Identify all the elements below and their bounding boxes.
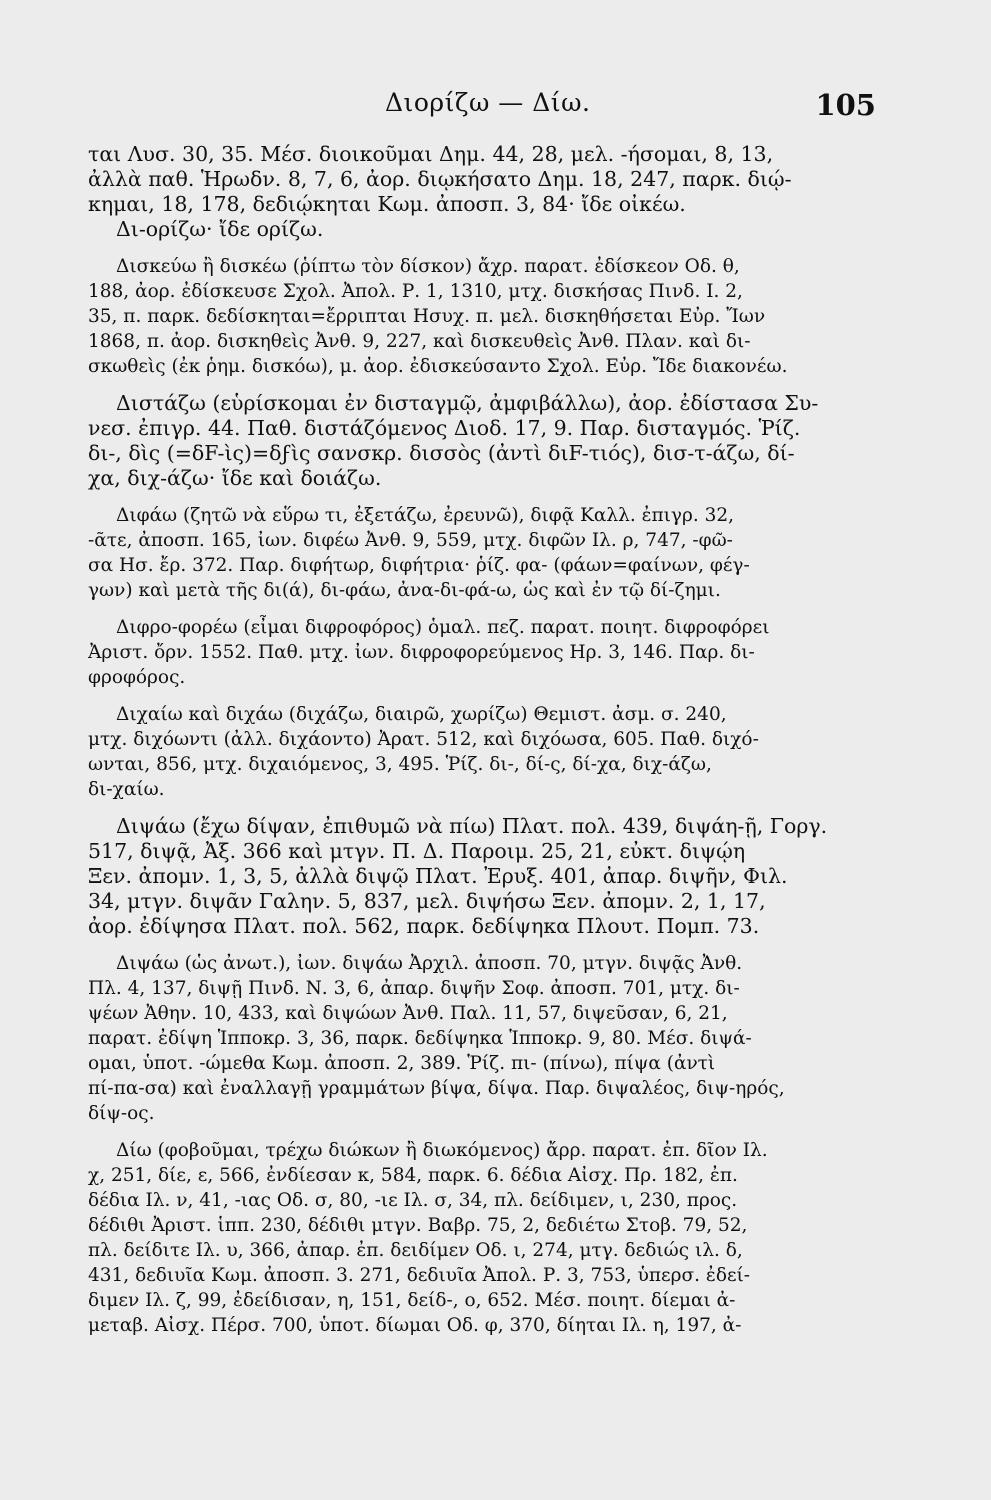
text-line: χα, διχ-άζω· ἴδε καὶ δοιάζω. xyxy=(88,466,382,490)
text-line: Διψάω (ἔχω δίψαν, ἐπιθυμῶ νὰ πίω) Πλατ. πολ. 439, διψάη-ῇ, Γοργ. xyxy=(116,814,828,838)
text-line: Διφρο-φορέω (εἶμαι διφροφόρος) ὁμαλ. πεζ. παρατ. ποιητ. διφροφόρει xyxy=(116,617,770,638)
text-line: 1868, π. ἀορ. δισκηθεὶς Ἀνθ. 9, 227, καὶ δισκευθεὶς Ἀνθ. Πλαν. καὶ δι- xyxy=(88,331,751,352)
text-line: δι-, δὶς (=δF-ὶς)=δϝὶς σανσκρ. δισσὸς (ἀντὶ διF-τιός), δισ-τ-άζω, δί- xyxy=(88,441,795,465)
entry-gap xyxy=(88,802,878,814)
text-line: 517, διψᾷ, Ἀξ. 366 καὶ μτγν. Π. Δ. Παροιμ. 25, 21, εὐκτ. διψῴη xyxy=(88,839,746,863)
text-line: 35, π. παρκ. δεδίσκηται=ἔρριπται Ησυχ. π. μελ. δισκηθήσεται Εὐρ. Ἴων xyxy=(88,306,766,327)
text-line: δίψ-ος. xyxy=(88,1103,155,1124)
text-line: Δι-ορίζω· ἴδε ορίζω. xyxy=(116,217,324,241)
text-line: πί-πα-σα) καὶ ἐναλλαγῇ γραμμάτων βίψα, δίψα. Παρ. διψαλέος, διψ-ηρός, xyxy=(88,1078,785,1099)
text-line: Ἀριστ. ὄρν. 1552. Παθ. μτχ. ἰων. διφροφορεύμενος Ηρ. 3, 146. Παρ. δι- xyxy=(88,642,755,663)
text-line: Διστάζω (εὑρίσκομαι ἐν δισταγμῷ, ἀμφιβάλλω), ἀορ. ἐδίστασα Συ- xyxy=(116,391,819,415)
text-line: Πλ. 4, 137, διψῇ Πινδ. Ν. 3, 6, ἀπαρ. διψῆν Σοφ. ἀποσπ. 701, μτχ. δι- xyxy=(88,978,740,999)
text-line: ωνται, 856, μτχ. διχαιόμενος, 3, 495. Ῥίζ. δι-, δί-ς, δί-χα, διχ-άζω, xyxy=(88,754,712,775)
text-line: δέδιθι Ἀριστ. ἱππ. 230, δέδιθι μτγν. Βαβρ. 75, 2, δεδιέτω Στοβ. 79, 52, xyxy=(88,1215,748,1236)
text-line: ομαι, ὑποτ. -ώμεθα Κωμ. ἀποσπ. 2, 389. Ῥίζ. πι- (πίνω), πίψα (ἀντὶ xyxy=(88,1053,716,1074)
text-line: χ, 251, δίε, ε, 566, ἐνδίεσαν κ, 584, παρκ. 6. δέδια Αἰσχ. Πρ. 182, ἐπ. xyxy=(88,1165,738,1186)
entry-gap xyxy=(88,603,878,615)
text-line: ψέων Ἀθην. 10, 433, καὶ διψώων Ἀνθ. Παλ. 11, 57, διψεῦσαν, 6, 21, xyxy=(88,1003,728,1024)
text-line: 34, μτγν. διψᾶν Γαλην. 5, 837, μελ. διψήσω Ξεν. ἀπομν. 2, 1, 17, xyxy=(88,889,766,913)
entry-gap xyxy=(88,939,878,951)
entry-gap xyxy=(88,1126,878,1138)
text-line: πλ. δείδιτε Ιλ. υ, 366, ἀπαρ. ἐπ. δειδίμεν Οδ. ι, 274, μτγ. δεδιώς ιλ. δ, xyxy=(88,1240,743,1261)
text-line: μτχ. διχόωντι (ἀλλ. διχάοντο) Ἀρατ. 512, καὶ διχόωσα, 605. Παθ. διχό- xyxy=(88,729,759,750)
text-line: γων) καὶ μετὰ τῆς δι(ά), δι-φάω, ἀνα-δι-φά-ω, ὡς καὶ ἐν τῷ δί-ζημι. xyxy=(88,580,721,601)
text-line: διμεν Ιλ. ζ, 99, ἐδείδισαν, η, 151, δείδ-, ο, 652. Μέσ. ποιητ. δίεμαι ἀ- xyxy=(88,1290,736,1311)
text-line: 188, ἀορ. ἐδίσκευσε Σχολ. Ἀπολ. Ρ. 1, 1310, μτχ. δισκήσας Πινδ. Ι. 2, xyxy=(88,281,743,302)
text-line: μεταβ. Αἰσχ. Πέρσ. 700, ὑποτ. δίωμαι Οδ. φ, 370, δίηται Ιλ. η, 197, ἀ- xyxy=(88,1315,742,1336)
entry-gap xyxy=(88,242,878,254)
text-line: κημαι, 18, 178, δεδιῴκηται Κωμ. ἀποσπ. 3, 84· ἴδε οἰκέω. xyxy=(88,192,686,216)
text-line: Ξεν. ἀπομν. 1, 3, 5, ἀλλὰ διψῷ Πλατ. Ἐρυξ. 401, ἀπαρ. διψῆν, Φιλ. xyxy=(88,864,788,888)
text-line: ται Λυσ. 30, 35. Μέσ. διοικοῦμαι Δημ. 44, 28, μελ. -ήσομαι, 8, 13, xyxy=(88,142,774,166)
text-line: -ᾶτε, ἀποσπ. 165, ἰων. διφέω Ἀνθ. 9, 559, μτχ. διφῶν Ιλ. ρ, 747, -φῶ- xyxy=(88,530,733,551)
text-line: ἀορ. ἐδίψησα Πλατ. πολ. 562, παρκ. δεδίψηκα Πλουτ. Πομπ. 73. xyxy=(88,914,760,938)
text-line: Διφάω (ζητῶ νὰ εὕρω τι, ἐξετάζω, ἐρευνῶ), διφᾷ Καλλ. ἐπιγρ. 32, xyxy=(116,505,735,526)
text-line: Δισκεύω ἢ δισκέω (ῥίπτω τὸν δίσκον) ἄχρ. παρατ. ἐδίσκεον Οδ. θ, xyxy=(116,256,740,277)
running-head: Διορίζω — Δίω. xyxy=(385,88,591,117)
text-line: Διψάω (ὡς ἀνωτ.), ἰων. διψάω Ἀρχιλ. ἀποσπ. 70, μτγν. διψᾷς Ἀνθ. xyxy=(116,953,743,974)
text-line: δι-χαίω. xyxy=(88,779,165,800)
text-line: φροφόρος. xyxy=(88,667,186,688)
text-line: Δίω (φοβοῦμαι, τρέχω διώκων ἢ διωκόμενος) ἄρρ. παρατ. ἐπ. δῖον Ιλ. xyxy=(116,1140,768,1161)
text-line: 431, δεδιυῖα Κωμ. ἀποσπ. 3. 271, δεδιυῖα Ἀπολ. Ρ. 3, 753, ὑπερσ. ἐδεί- xyxy=(88,1265,751,1286)
text-line: παρατ. ἐδίψη Ἱπποκρ. 3, 36, παρκ. δεδίψηκα Ἱπποκρ. 9, 80. Μέσ. διψά- xyxy=(88,1028,752,1049)
text-line: σκωθεὶς (ἐκ ῥημ. δισκόω), μ. ἀορ. ἐδισκεύσαντο Σχολ. Εὐρ. Ἴδε διακονέω. xyxy=(88,356,788,377)
page-number: 105 xyxy=(815,88,876,122)
text-line: νεσ. ἐπιγρ. 44. Παθ. διστάζόμενος Διοδ. 17, 9. Παρ. δισταγμός. Ῥίζ. xyxy=(88,416,801,440)
entry-gap xyxy=(88,491,878,503)
dictionary-body xyxy=(88,142,878,1338)
text-line: σα Ησ. ἔρ. 372. Παρ. διφήτωρ, διφήτρια· ῥίζ. φα- (φάων=φαίνων, φέγ- xyxy=(88,555,750,576)
text-line: ἀλλὰ παθ. Ἡρωδν. 8, 7, 6, ἀορ. διῳκήσατο Δημ. 18, 247, παρκ. διῴ- xyxy=(88,167,792,191)
entry-gap xyxy=(88,690,878,702)
page-header xyxy=(0,88,991,128)
text-line: δέδια Ιλ. ν, 41, -ιας Οδ. σ, 80, -ιε Ιλ. σ, 34, πλ. δείδιμεν, ι, 230, προς. xyxy=(88,1190,738,1211)
text-line: Διχαίω καὶ διχάω (διχάζω, διαιρῶ, χωρίζω) Θεμιστ. ἀσμ. σ. 240, xyxy=(116,704,727,725)
entry-gap xyxy=(88,379,878,391)
